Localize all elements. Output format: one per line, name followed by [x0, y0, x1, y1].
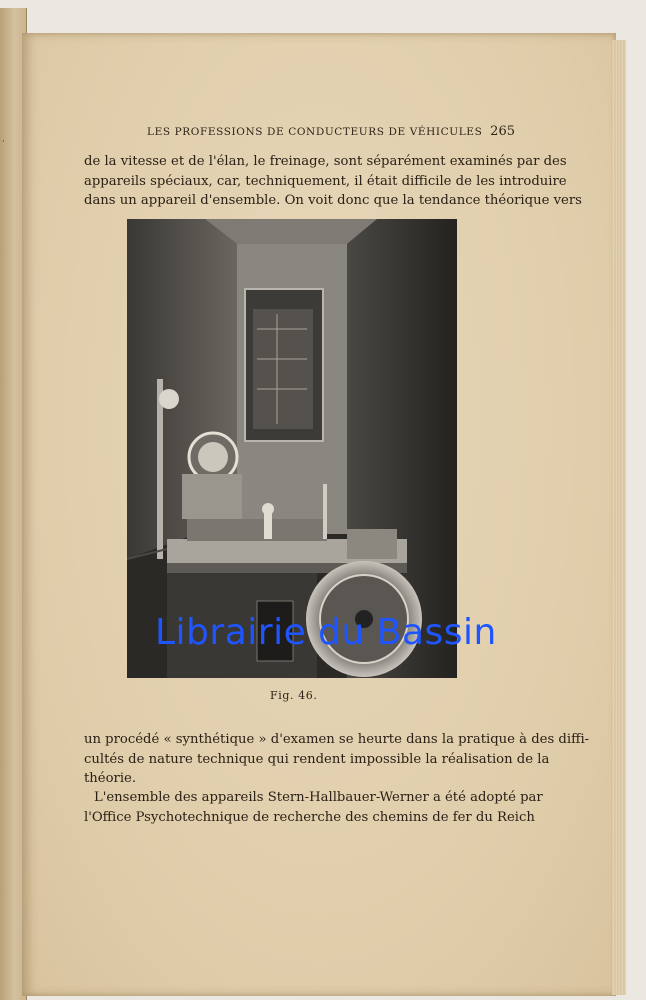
page-number: 265	[490, 124, 515, 139]
text-line: de la vitesse et de l'élan, le freinage, sont séparément examinés par des	[84, 154, 567, 169]
text-line: cultés de nature technique qui rendent impossible la réalisation de la	[84, 751, 550, 767]
text-line: l'Office Psychotechnique de recherche des chemins de fer du Reich	[84, 809, 535, 825]
text-line: un procédé « synthétique » d'examen se heurte dans la pratique à des diffi-	[84, 732, 590, 747]
watermark-text: Librairie du Bassin	[155, 612, 497, 653]
figure-caption: Fig. 46.	[270, 689, 318, 702]
figure-photograph	[127, 219, 457, 678]
paragraph-last	[84, 788, 543, 827]
text-line: théorie.	[84, 771, 137, 786]
text-line: L'ensemble des appareils Stern-Hallbauer-Werner a été adopté par	[94, 790, 543, 805]
page-stack-edge	[612, 40, 626, 995]
apparatus-photo-drawing	[127, 219, 457, 678]
facing-page-fragment: ·	[2, 137, 5, 147]
text-line: appareils spéciaux, car, techniquement, il était difficile de les introduire	[84, 173, 567, 189]
text-line: dans un appareil d'ensemble. On voit donc que la tendance théorique vers	[84, 193, 582, 208]
running-header	[147, 124, 515, 140]
paragraph-bottom	[84, 730, 590, 789]
paragraph-top	[84, 152, 582, 211]
running-title: LES PROFESSIONS DE CONDUCTEURS DE VÉHICULES	[147, 126, 483, 138]
